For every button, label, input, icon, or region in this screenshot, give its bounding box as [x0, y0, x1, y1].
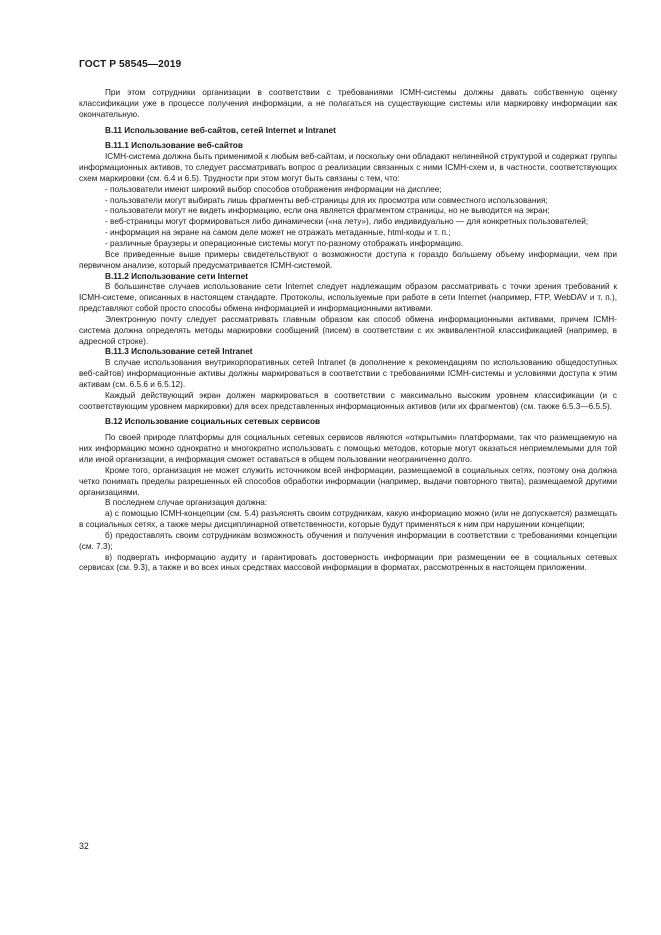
page-number: 32	[79, 841, 89, 851]
list-item: - различные браузеры и операционные системы могут по-разному отображать информацию.	[105, 238, 464, 248]
paragraph: Каждый действующий экран должен маркироваться в соответствии с максимально высоким уровнем классификации (и с соответствующим уровнем маркировки) для всех представленных информационных активов (или их фрагментов) (см. также 6.5.3—6.5.5).	[79, 390, 617, 411]
list-item: - пользователи могут выбирать лишь фрагменты веб-страницы для их просмотра или совместного использования;	[105, 195, 548, 205]
paragraph: Кроме того, организация не может служить источником всей информации, размещаемой в социальных сетях, поэтому она должна четко понимать пределы разрешенных ей способов обработки информации (например, выдачи повторного твита), размещаемой другими организациями.	[79, 465, 617, 497]
subsection-heading-b11-2: В.11.2 Использование сети Internet	[105, 271, 248, 281]
paragraph: Все приведенные выше примеры свидетельствуют о возможности доступа к гораздо большему объему информации, чем при первичном анализе, который предусматривается ICMH-системой.	[79, 249, 617, 270]
list-item: - информация на экране на самом деле может не отражать метаданные, html-коды и т. п.;	[105, 228, 451, 238]
list-item: - пользователи имеют широкий выбор способов отображения информации на дисплее;	[105, 184, 442, 194]
paragraph: Электронную почту следует рассматривать главным образом как способ обмена информационными активами, причем ICMH-система должна определять методы маркировки сообщений (писем) в соответствии с их эквивалентной классификацией (например, в адресной строке).	[79, 314, 617, 346]
document-body	[79, 88, 617, 574]
paragraph: По своей природе платформы для социальных сетевых сервисов являются «открытыми» платформами, так что размещаемую на них информацию можно однократно и многократно использовать с помощью методов, которые могут оказаться неприемлемыми для той или иной организации, а информация сможет оставаться в общем пользовании неограниченно долго.	[79, 433, 617, 464]
subsection-heading-b11-3: В.11.3 Использование сетей Intranet	[105, 347, 253, 357]
paragraph: ICMH-система должна быть применимой к любым веб-сайтам, и поскольку они обладают нелинейной структурой и содержат группы информационных активов, то следует рассматривать вопрос о реализации связанных с ними ICMH-схем и, в частности, соответствующих схем маркировки (см. 6.4 и 6.5). Трудности при этом могут быть связаны с тем, что:	[79, 152, 617, 183]
paragraph: В большинстве случаев использование сети Internet следует надлежащим образом рассматривать с точки зрения требований к ICMH-системе, описанных в настоящем стандарте. Протоколы, используемые при работе в сети Internet (например, FTP, WebDAV и т. п.), представляют собой просто способы обмена информацией и информационными активами.	[79, 282, 617, 314]
section-heading-b12: В.12 Использование социальных сетевых сервисов	[105, 417, 321, 427]
paragraph: В последнем случае организация должна:	[105, 498, 268, 508]
section-heading-b11: В.11 Использование веб-сайтов, сетей Internet и Intranet	[105, 125, 336, 135]
list-item: в) подвергать информацию аудиту и гарантировать достоверность информации при размещении ее в социальных сетевых сервисах (см. 9.3), а также и во всех иных средствах массовой информации в форматах, рассмотренных в настоящем приложении.	[79, 552, 617, 573]
list-item: - веб-страницы могут формироваться либо динамически («на лету»), либо индивидуально — для конкретных пользователей;	[105, 217, 589, 227]
document-header: ГОСТ Р 58545—2019	[79, 59, 182, 70]
list-item: б) предоставлять своим сотрудникам возможность обучения и получения информации в соответствии с требованиями концепции (см. 7.3);	[79, 530, 617, 551]
list-item: - пользователи могут не видеть информацию, если она является фрагментом страницы, но не выводится на экран;	[105, 206, 550, 216]
paragraph: В случае использования внутрикорпоративных сетей Intranet (в дополнение к рекомендациям по использованию общедоступных веб-сайтов) информационные активы должны маркироваться в соответствии с требованиями ICMH-системы и условиями доступа к этим активам (см. 6.5.6 и 6.5.12).	[79, 358, 617, 389]
list-item: а) с помощью ICMH-концепции (см. 5.4) разъяснять своим сотрудникам, какую информацию можно (или не допускается) размещать в социальных сетях, а также меры дисциплинарной ответственности, которые будут применяться к ним при нарушении концепции;	[79, 509, 617, 530]
subsection-heading-b11-1: В.11.1 Использование веб-сайтов	[105, 141, 243, 151]
paragraph: При этом сотрудники организации в соответствии с требованиями ICMH-системы должны давать собственную оценку классификации уже в процессе получения информации, а не полагаться на существующие системы или маркировку информации как окончательную.	[79, 88, 617, 119]
